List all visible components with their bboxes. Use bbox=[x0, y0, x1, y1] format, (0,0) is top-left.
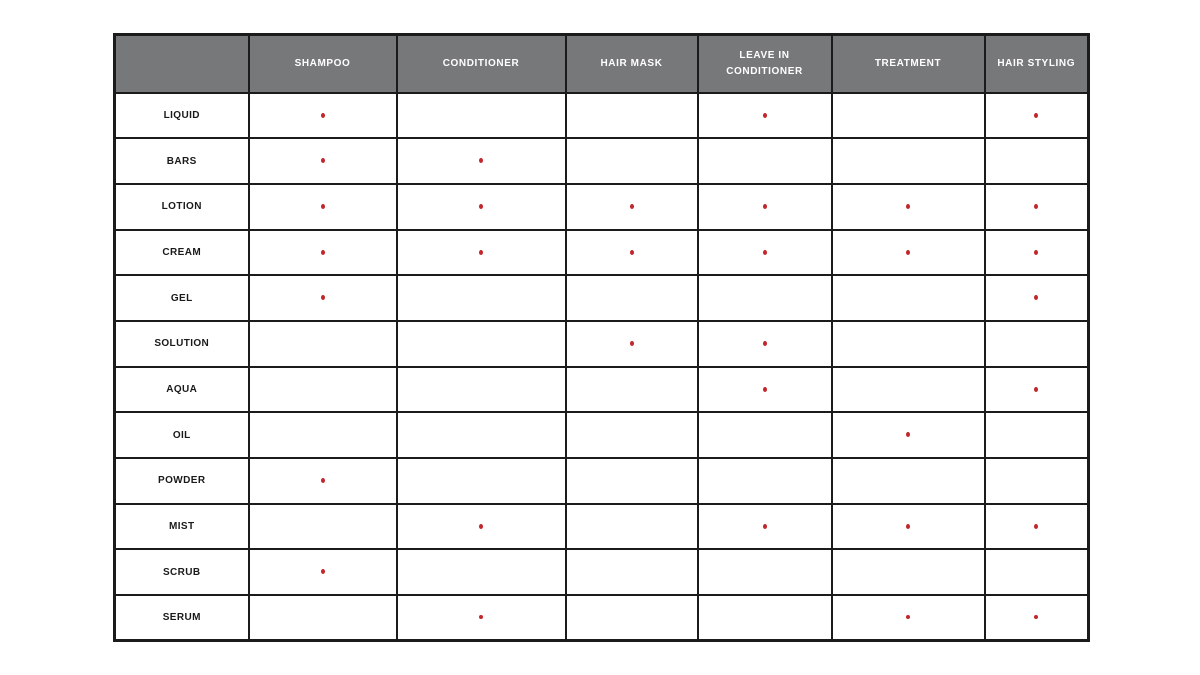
row-label: POWDER bbox=[115, 458, 249, 504]
row-label: LIQUID bbox=[115, 93, 249, 139]
availability-ring-icon bbox=[1034, 615, 1038, 619]
matrix-cell bbox=[397, 184, 566, 230]
matrix-cell bbox=[832, 504, 985, 550]
matrix-cell bbox=[566, 184, 698, 230]
matrix-cell bbox=[566, 549, 698, 595]
matrix-cell bbox=[698, 367, 832, 413]
availability-ring-icon bbox=[906, 250, 910, 255]
table-row bbox=[115, 138, 1089, 184]
table-row bbox=[115, 504, 1089, 550]
availability-ring-icon bbox=[763, 250, 767, 255]
matrix-cell bbox=[249, 367, 397, 413]
matrix-cell bbox=[832, 138, 985, 184]
matrix-cell bbox=[985, 504, 1089, 550]
matrix-cell bbox=[985, 549, 1089, 595]
matrix-cell bbox=[832, 458, 985, 504]
matrix-cell bbox=[698, 549, 832, 595]
availability-ring-icon bbox=[479, 615, 483, 619]
matrix-cell bbox=[698, 275, 832, 321]
matrix-cell bbox=[397, 595, 566, 641]
table-row bbox=[115, 321, 1089, 367]
matrix-cell bbox=[832, 275, 985, 321]
table-row bbox=[115, 184, 1089, 230]
matrix-cell bbox=[985, 458, 1089, 504]
availability-ring-icon bbox=[321, 158, 325, 163]
matrix-cell bbox=[566, 595, 698, 641]
matrix-cell bbox=[698, 138, 832, 184]
row-label: BARS bbox=[115, 138, 249, 184]
column-header: HAIR MASK bbox=[566, 35, 698, 93]
matrix-cell bbox=[698, 321, 832, 367]
matrix-cell bbox=[985, 275, 1089, 321]
matrix-cell bbox=[566, 504, 698, 550]
matrix-cell bbox=[698, 458, 832, 504]
matrix-cell bbox=[397, 275, 566, 321]
availability-ring-icon bbox=[630, 204, 634, 209]
matrix-cell bbox=[397, 504, 566, 550]
column-header: CONDITIONER bbox=[397, 35, 566, 93]
row-label: LOTION bbox=[115, 184, 249, 230]
matrix-cell bbox=[832, 184, 985, 230]
column-header: HAIR STYLING bbox=[985, 35, 1089, 93]
row-label: SOLUTION bbox=[115, 321, 249, 367]
matrix-cell bbox=[566, 138, 698, 184]
table-row bbox=[115, 367, 1089, 413]
matrix-cell bbox=[397, 93, 566, 139]
matrix-cell bbox=[985, 321, 1089, 367]
table-row bbox=[115, 230, 1089, 276]
row-label: GEL bbox=[115, 275, 249, 321]
availability-ring-icon bbox=[321, 204, 325, 209]
matrix-cell bbox=[832, 93, 985, 139]
matrix-cell bbox=[698, 184, 832, 230]
row-label: SCRUB bbox=[115, 549, 249, 595]
availability-ring-icon bbox=[1034, 250, 1038, 255]
matrix-cell bbox=[985, 230, 1089, 276]
availability-ring-icon bbox=[906, 432, 910, 437]
matrix-cell bbox=[698, 504, 832, 550]
matrix-cell bbox=[566, 321, 698, 367]
matrix-cell bbox=[832, 367, 985, 413]
row-label: MIST bbox=[115, 504, 249, 550]
table-row bbox=[115, 412, 1089, 458]
availability-ring-icon bbox=[1034, 387, 1038, 392]
row-label: OIL bbox=[115, 412, 249, 458]
availability-ring-icon bbox=[321, 295, 325, 300]
matrix-cell bbox=[397, 138, 566, 184]
matrix-cell bbox=[249, 230, 397, 276]
matrix-cell bbox=[249, 184, 397, 230]
column-header: TREATMENT bbox=[832, 35, 985, 93]
matrix-cell bbox=[566, 275, 698, 321]
availability-ring-icon bbox=[321, 113, 325, 118]
availability-ring-icon bbox=[906, 615, 910, 619]
matrix-cell bbox=[397, 367, 566, 413]
matrix-cell bbox=[566, 230, 698, 276]
matrix-cell bbox=[698, 595, 832, 641]
matrix-cell bbox=[566, 412, 698, 458]
matrix-cell bbox=[985, 138, 1089, 184]
header-row bbox=[115, 35, 1089, 93]
product-format-matrix bbox=[113, 33, 1090, 642]
matrix-cell bbox=[566, 367, 698, 413]
availability-ring-icon bbox=[479, 250, 483, 255]
matrix-cell bbox=[249, 321, 397, 367]
matrix-cell bbox=[249, 93, 397, 139]
matrix-cell bbox=[985, 595, 1089, 641]
matrix-cell bbox=[698, 93, 832, 139]
table-row bbox=[115, 458, 1089, 504]
availability-ring-icon bbox=[479, 524, 483, 529]
availability-ring-icon bbox=[321, 478, 325, 483]
matrix-cell bbox=[832, 595, 985, 641]
matrix-cell bbox=[249, 504, 397, 550]
availability-ring-icon bbox=[1034, 524, 1038, 529]
matrix-cell bbox=[249, 275, 397, 321]
corner-header-cell bbox=[115, 35, 249, 93]
availability-ring-icon bbox=[763, 341, 767, 346]
matrix-cell bbox=[397, 549, 566, 595]
column-header: LEAVE IN CONDITIONER bbox=[698, 35, 832, 93]
row-label: AQUA bbox=[115, 367, 249, 413]
availability-ring-icon bbox=[479, 204, 483, 209]
matrix-cell bbox=[832, 230, 985, 276]
availability-ring-icon bbox=[1034, 295, 1038, 300]
availability-ring-icon bbox=[479, 158, 483, 163]
matrix-cell bbox=[249, 458, 397, 504]
matrix-cell bbox=[249, 138, 397, 184]
availability-ring-icon bbox=[906, 204, 910, 209]
matrix-cell bbox=[249, 595, 397, 641]
matrix-cell bbox=[249, 412, 397, 458]
matrix-cell bbox=[985, 184, 1089, 230]
matrix-cell bbox=[397, 458, 566, 504]
table-row bbox=[115, 549, 1089, 595]
matrix-cell bbox=[698, 412, 832, 458]
availability-ring-icon bbox=[763, 113, 767, 118]
matrix-cell bbox=[397, 230, 566, 276]
matrix-cell bbox=[397, 321, 566, 367]
column-header: SHAMPOO bbox=[249, 35, 397, 93]
matrix-cell bbox=[985, 367, 1089, 413]
matrix-cell bbox=[985, 93, 1089, 139]
availability-ring-icon bbox=[763, 204, 767, 209]
matrix-cell bbox=[397, 412, 566, 458]
availability-ring-icon bbox=[321, 250, 325, 255]
matrix-cell bbox=[832, 412, 985, 458]
availability-ring-icon bbox=[630, 341, 634, 346]
availability-ring-icon bbox=[321, 569, 325, 574]
availability-ring-icon bbox=[763, 524, 767, 529]
matrix-cell bbox=[832, 321, 985, 367]
matrix-cell bbox=[985, 412, 1089, 458]
row-label: CREAM bbox=[115, 230, 249, 276]
availability-ring-icon bbox=[906, 524, 910, 529]
availability-ring-icon bbox=[1034, 204, 1038, 209]
matrix-cell bbox=[566, 458, 698, 504]
table-row bbox=[115, 595, 1089, 641]
matrix-cell bbox=[832, 549, 985, 595]
matrix-cell bbox=[698, 230, 832, 276]
table-row bbox=[115, 93, 1089, 139]
availability-ring-icon bbox=[630, 250, 634, 255]
availability-ring-icon bbox=[763, 387, 767, 392]
row-label: SERUM bbox=[115, 595, 249, 641]
matrix-cell bbox=[249, 549, 397, 595]
table-row bbox=[115, 275, 1089, 321]
availability-ring-icon bbox=[1034, 113, 1038, 118]
matrix-cell bbox=[566, 93, 698, 139]
